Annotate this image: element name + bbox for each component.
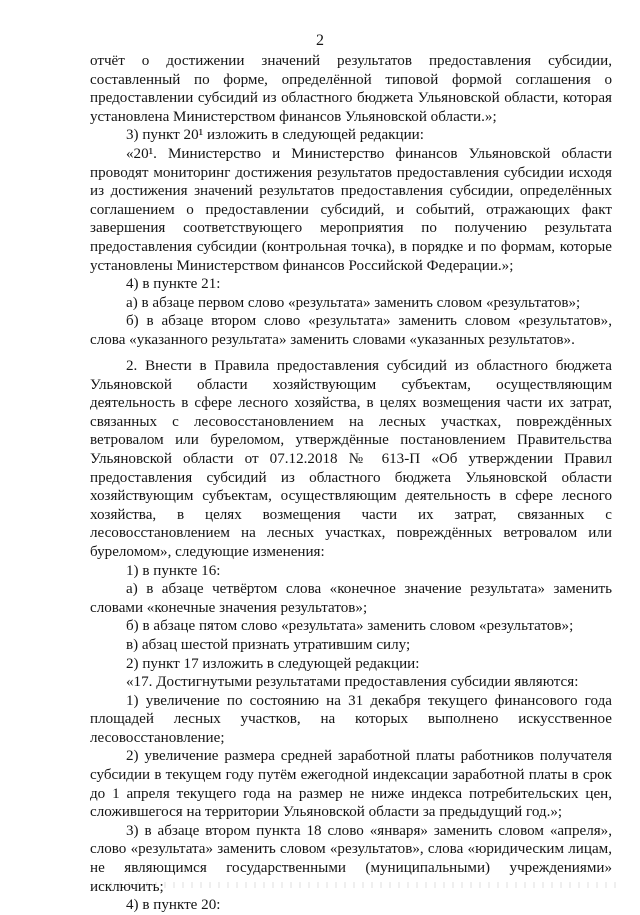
section-spacer <box>90 350 612 358</box>
paragraph: в) абзац шестой признать утратившим силу; <box>126 636 411 653</box>
scan-artifact <box>110 882 620 888</box>
paragraph: 4) в пункте 20: <box>126 897 221 914</box>
paragraph: 2) пункт 17 изложить в следующей редакции: <box>126 655 420 672</box>
paragraph: 1) увеличение по состоянию на 31 декабря текущего финансового года площадей лесных участков, на которых выполнено искусственное лесовосстановление; <box>90 692 612 746</box>
paragraph: 1) в пункте 16: <box>126 562 221 579</box>
paragraph: 3) пункт 20¹ изложить в следующей редакции: <box>126 127 424 144</box>
paragraph: отчёт о достижении значений результатов предоставления субсидии, составленный по форме, определённой типовой формой соглашения о предоставлении субсидий из областного бюджета Ульяновской области, которая установлена Министерством финансов Ульяновской области.»; <box>90 53 612 125</box>
paragraph: 3) в абзаце втором пункта 18 слово «января» заменить словом «апреля», слово «результата» заменить словом «результатов», слова «юридическим лицам, не являющимся государственными (муниципальными) учреждениями» исключить; <box>90 822 612 895</box>
paragraph: б) в абзаце втором слово «результата» заменить словом «результатов», слова «указанного результата» заменить словами «указанных результатов». <box>90 313 612 348</box>
page-number: 2 <box>316 32 324 49</box>
paragraph: а) в абзаце четвёртом слова «конечное значение результата» заменить словами «конечные значения результатов»; <box>90 581 612 616</box>
document-body <box>90 52 612 915</box>
paragraph: 2. Внести в Правила предоставления субсидий из областного бюджета Ульяновской области хозяйствующим субъектам, осуществляющим деятельность в сфере лесного хозяйства, в целях возмещения части их затрат, связанных с лесовосстановлением на лесных участках, повреждённых ветровалом или буреломом, утверждённые постановлением Правительства Ульяновской области от 07.12.2018 № 613-П «Об утверждении Правил предоставления субсидий из областного бюджета Ульяновской области хозяйствующим субъектам, осуществляющим деятельность в сфере лесного хозяйства, в целях возмещения части их затрат, связанных с лесовосстановлением на лесных участках, повреждённых ветровалом или буреломом», следующие изменения: <box>90 358 612 560</box>
paragraph: а) в абзаце первом слово «результата» заменить словом «результатов»; <box>126 294 581 311</box>
paragraph: б) в абзаце пятом слово «результата» заменить словом «результатов»; <box>126 618 574 635</box>
paragraph: 4) в пункте 21: <box>126 276 221 293</box>
paragraph: «20¹. Министерство и Министерство финансов Ульяновской области проводят мониторинг достижения результатов предоставления субсидии исходя из достижения значений результатов предоставления субсидии, определённых соглашением о предоставлении субсидий, и событий, отражающих факт завершения соответствующего мероприятия по получению результата предоставления субсидии (контрольная точка), в порядке и по формам, которые установлены Министерством финансов Российской Федерации.»; <box>90 145 612 274</box>
paragraph: «17. Достигнутыми результатами предоставления субсидии являются: <box>126 674 579 691</box>
paragraph: 2) увеличение размера средней заработной платы работников получателя субсидии в текущем году путём ежегодной индексации заработной платы в срок до 1 апреля текущего года на размер не ниже индекса потребительских цен, сложившегося на территории Ульяновской области за предыдущий год.»; <box>90 748 612 821</box>
